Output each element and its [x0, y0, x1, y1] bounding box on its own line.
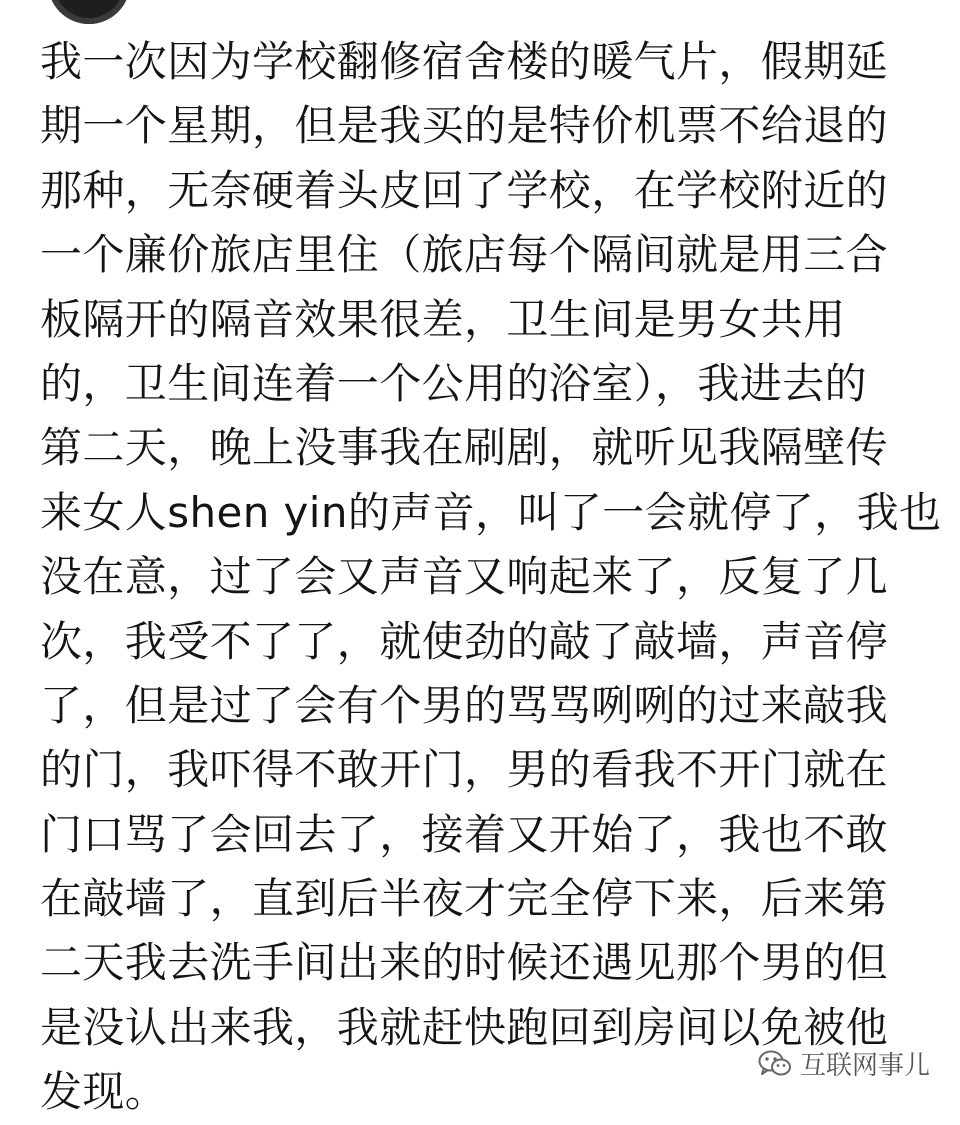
post-line: 次，我受不了了，就使劲的敲了敲墙，声音停 — [40, 616, 889, 666]
post-line: 在敲墙了，直到后半夜才完全停下来，后来第 — [40, 874, 889, 924]
post-line: 那种，无奈硬着头皮回了学校，在学校附近的 — [40, 165, 889, 215]
post-line: 我一次因为学校翻修宿舍楼的暖气片，假期延 — [40, 37, 889, 86]
post-line: 二天我去洗手间出来的时候还遇见那个男的但 — [40, 938, 889, 988]
watermark-text: 互联网事儿 — [799, 1051, 930, 1081]
post-line: 板隔开的隔音效果很差，卫生间是男女共用 — [40, 294, 846, 344]
post-line: 门口骂了会回去了，接着又开始了，我也不敢 — [40, 809, 889, 859]
avatar[interactable] — [48, 0, 130, 24]
post-line: 的门，我吓得不敢开门，男的看我不开门就在 — [40, 745, 889, 795]
post-line: 没在意，过了会又声音又响起来了，反复了几 — [40, 552, 889, 602]
post-line: 了，但是过了会有个男的骂骂咧咧的过来敲我 — [40, 680, 889, 730]
post-line: 的，卫生间连着一个公用的浴室），我进去的 — [40, 358, 868, 408]
post-line: 期一个星期，但是我买的是特价机票不给退的 — [40, 101, 889, 151]
post-line: 来女人shen yin的声音，叫了一会就停了，我也 — [40, 487, 942, 537]
watermark — [758, 1045, 930, 1082]
wechat-icon — [758, 1050, 792, 1078]
post-line: 一个廉价旅店里住（旅店每个隔间就是用三合 — [40, 230, 889, 280]
post-line: 第二天，晚上没事我在刷剧，就听见我隔壁传 — [40, 423, 889, 473]
post-text — [40, 30, 940, 1125]
post-line: 发现。 — [40, 1067, 168, 1117]
post-line: 是没认出来我，我就赶快跑回到房间以免被他 — [40, 1002, 889, 1052]
